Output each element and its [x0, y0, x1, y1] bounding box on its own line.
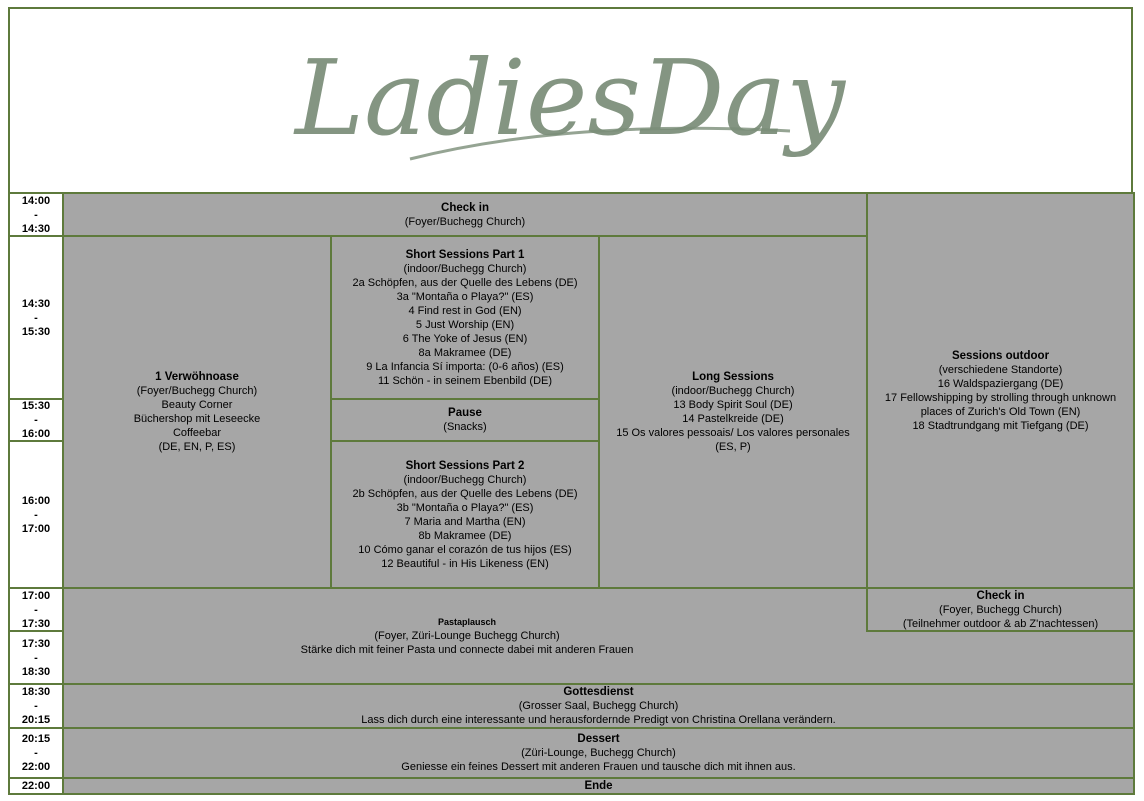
block-title: Pastaplausch — [437, 617, 497, 627]
block-line: 18 Stadtrundgang mit Tiefgang (DE) — [912, 419, 1089, 432]
block-line: 2a Schöpfen, aus der Quelle des Lebens (DE) — [352, 276, 578, 289]
block-line: places of Zurich's Old Town (EN) — [920, 405, 1081, 418]
time-slot-1830 — [8, 683, 64, 729]
time-end: 22:00 — [21, 761, 51, 773]
block-title: Ende — [584, 780, 613, 792]
block-line: (Grosser Saal, Buchegg Church) — [518, 700, 679, 712]
block-line: 3b "Montaña o Playa?" (ES) — [396, 501, 534, 514]
time-sep: - — [34, 747, 38, 759]
block-line: 9 La Infancia Sí importa: (0-6 años) (ES) — [366, 360, 564, 373]
time-sep: - — [34, 603, 38, 616]
block-title: Check in — [976, 589, 1025, 602]
time-sep: - — [34, 208, 38, 221]
time-start: 20:15 — [21, 733, 51, 745]
block-line: 16 Waldspaziergang (DE) — [937, 377, 1064, 390]
long-sessions-block — [598, 235, 868, 589]
time-start: 14:30 — [21, 297, 51, 310]
time-start: 22:00 — [21, 780, 51, 792]
block-line: (indoor/Buchegg Church) — [671, 385, 795, 397]
time-start: 15:30 — [21, 400, 51, 412]
time-slot-1400 — [8, 192, 64, 237]
time-sep: - — [34, 508, 38, 521]
block-line: (Züri-Lounge, Buchegg Church) — [521, 747, 676, 759]
time-slot-1600 — [8, 440, 64, 589]
time-sep: - — [34, 311, 38, 324]
block-title: Sessions outdoor — [951, 349, 1050, 362]
block-line: Büchershop mit Leseecke — [133, 413, 261, 425]
time-start: 18:30 — [21, 686, 51, 698]
block-line: 17 Fellowshipping by strolling through unknown — [884, 391, 1117, 404]
block-line: 14 Pastelkreide (DE) — [682, 413, 784, 425]
block-title: Dessert — [577, 733, 620, 745]
time-slot-1730 — [8, 630, 64, 685]
block-line: 7 Maria and Martha (EN) — [404, 515, 526, 528]
block-line: Beauty Corner — [161, 399, 233, 411]
block-line: (Foyer/Buchegg Church) — [404, 215, 526, 228]
block-line: 6 The Yoke of Jesus (EN) — [402, 332, 528, 345]
time-sep: - — [34, 414, 38, 426]
time-end: 16:00 — [21, 428, 51, 440]
time-end: 17:30 — [21, 617, 51, 630]
block-line: Geniesse ein feines Dessert mit anderen Frauen und tausche dich mit ihnen aus. — [401, 761, 796, 773]
block-line: 3a "Montaña o Playa?" (ES) — [396, 290, 534, 303]
block-line: 2b Schöpfen, aus der Quelle des Lebens (DE) — [352, 487, 578, 500]
block-line: 8b Makramee (DE) — [418, 529, 512, 542]
block-line: (DE, EN, P, ES) — [158, 441, 236, 453]
block-line: Coffeebar — [172, 427, 222, 439]
block-title: Gottesdienst — [563, 686, 634, 698]
time-end: 17:00 — [21, 522, 51, 535]
block-line: (ES, P) — [715, 441, 751, 453]
ende-block — [62, 777, 1135, 795]
time-slot-2015 — [8, 727, 64, 779]
time-slot-1530 — [8, 398, 64, 442]
time-slot-2200 — [8, 777, 64, 795]
block-line: (Snacks) — [443, 421, 487, 433]
block-line: 5 Just Worship (EN) — [415, 318, 515, 331]
time-end: 20:15 — [21, 714, 51, 726]
sessions-outdoor-block — [866, 192, 1135, 589]
dessert-block — [62, 727, 1135, 779]
block-line: 12 Beautiful - in His Likeness (EN) — [381, 557, 549, 570]
pastaplausch-content — [64, 589, 870, 683]
block-title: Short Sessions Part 2 — [405, 459, 525, 472]
block-line: 13 Body Spirit Soul (DE) — [673, 399, 793, 411]
verwohnoase-block — [62, 235, 332, 589]
time-start: 16:00 — [21, 494, 51, 507]
gottesdienst-block — [62, 683, 1135, 729]
block-line: (Foyer/Buchegg Church) — [136, 385, 258, 397]
block-line: 11 Schön - in seinem Ebenbild (DE) — [377, 374, 553, 387]
block-line: 10 Cómo ganar el corazón de tus hijos (ES) — [358, 543, 572, 556]
block-line: (indoor/Buchegg Church) — [403, 473, 527, 486]
block-line: (Foyer, Züri-Lounge Buchegg Church) — [374, 630, 560, 642]
block-title: Pause — [448, 407, 482, 419]
block-title: Long Sessions — [692, 371, 774, 383]
block-line: 8a Makramee (DE) — [418, 346, 512, 359]
block-line: 15 Os valores pessoais/ Los valores personales — [616, 427, 850, 439]
time-sep: - — [34, 700, 38, 712]
block-line: (verschiedene Standorte) — [938, 363, 1063, 376]
block-title: 1 Verwöhnoase — [155, 371, 239, 383]
logo-area — [10, 9, 1131, 192]
time-start: 17:00 — [21, 589, 51, 602]
time-end: 15:30 — [21, 325, 51, 338]
ladies-day-logo — [10, 9, 1131, 192]
time-sep: - — [34, 651, 38, 664]
time-end: 18:30 — [21, 665, 51, 678]
block-title: Short Sessions Part 1 — [405, 248, 525, 261]
time-slot-1700 — [8, 587, 64, 632]
time-start: 14:00 — [21, 194, 51, 207]
block-title: Check in — [441, 201, 489, 214]
time-end: 14:30 — [21, 222, 51, 235]
checkin-block — [62, 192, 868, 237]
time-start: 17:30 — [21, 637, 51, 650]
block-line: Stärke dich mit feiner Pasta und connecte dabei mit anderen Frauen — [300, 644, 634, 656]
pause-block — [330, 398, 600, 442]
short-sessions-part1 — [330, 235, 600, 400]
logo-text: LadiesDay — [295, 37, 845, 159]
block-line: (Teilnehmer outdoor & ab Z'nachtessen) — [902, 617, 1099, 630]
block-line: (Foyer, Buchegg Church) — [939, 603, 1062, 616]
time-slot-1430 — [8, 235, 64, 400]
checkin-outdoor-block — [866, 587, 1135, 632]
block-line: Lass dich durch eine interessante und herausfordernde Predigt von Christina Orellana verändern. — [361, 714, 836, 726]
block-line: 4 Find rest in God (EN) — [408, 304, 522, 317]
block-line: (indoor/Buchegg Church) — [403, 262, 527, 275]
short-sessions-part2 — [330, 440, 600, 589]
